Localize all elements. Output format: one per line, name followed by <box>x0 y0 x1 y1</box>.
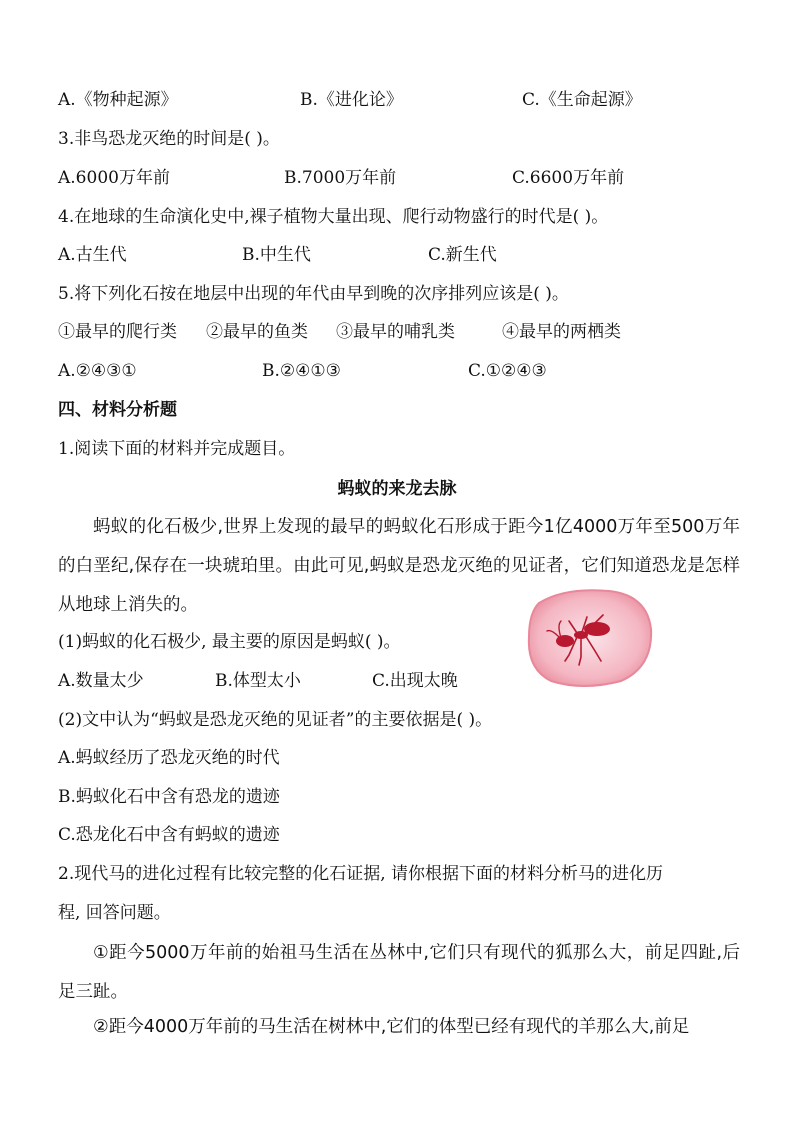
material-2-paragraph-1: ①距今5000万年前的始祖马生活在丛林中,它们只有现代的狐那么大，前足四趾,后足三趾。 <box>58 943 740 1002</box>
question-3: 3.非鸟恐龙灭绝的时间是( )。 <box>58 129 280 149</box>
passage-text: 蚂蚁的化石极少,世界上发现的最早的蚂蚁化石形成于距今1亿4000万年至500万年的白垩纪,保存在一块琥珀里。由此可见,蚂蚁是恐龙灭绝的见证者，它们知道恐龙是怎样从地球上消失的。 <box>58 517 740 615</box>
m1-q2-option-b: B.蚂蚁化石中含有恐龙的遗迹 <box>58 787 280 807</box>
m1-question-1: (1)蚂蚁的化石极少, 最主要的原因是蚂蚁( )。 <box>58 632 401 652</box>
q5-item-1: ①最早的爬行类 <box>58 322 177 342</box>
passage-title: 蚂蚁的来龙去脉 <box>337 479 457 499</box>
q3-option-c: C.6600万年前 <box>512 168 625 188</box>
q2-option-b: B.《进化论》 <box>300 90 403 110</box>
q5-option-b: B.②④①③ <box>262 361 341 381</box>
m1-q2-option-c: C.恐龙化石中含有蚂蚁的遗迹 <box>58 825 280 845</box>
material-1-intro: 1.阅读下面的材料并完成题目。 <box>58 439 296 459</box>
material-2-intro-line-2: 程, 回答问题。 <box>58 903 171 923</box>
q3-option-a: A.6000万年前 <box>58 168 170 188</box>
m1-question-2: (2)文中认为“蚂蚁是恐龙灭绝的见证者”的主要依据是( )。 <box>58 710 493 730</box>
m1-q1-option-a: A.数量太少 <box>58 671 144 691</box>
section-heading: 四、材料分析题 <box>58 400 177 420</box>
question-5: 5.将下列化石按在地层中出现的年代由早到晚的次序排列应该是( )。 <box>58 284 569 304</box>
material-2-intro-line-1: 2.现代马的进化过程有比较完整的化石证据, 请你根据下面的材料分析马的进化历 <box>58 864 664 884</box>
question-4: 4.在地球的生命演化史中,裸子植物大量出现、爬行动物盛行的时代是( )。 <box>58 207 609 227</box>
q5-item-2: ②最早的鱼类 <box>206 322 308 342</box>
q5-option-a: A.②④③① <box>58 361 137 381</box>
q2-option-a: A.《物种起源》 <box>58 90 178 110</box>
q3-option-b: B.7000万年前 <box>284 168 397 188</box>
m1-q1-option-c: C.出现太晚 <box>372 671 458 691</box>
m1-q2-option-a: A.蚂蚁经历了恐龙灭绝的时代 <box>58 748 280 768</box>
material-2-paragraph-2: ②距今4000万年前的马生活在树林中,它们的体型已经有现代的羊那么大,前足 <box>93 1017 690 1037</box>
q2-option-c: C.《生命起源》 <box>522 90 642 110</box>
q5-option-c: C.①②④③ <box>468 361 547 381</box>
amber-ant-image <box>525 585 653 688</box>
q4-option-c: C.新生代 <box>428 245 497 265</box>
q4-option-b: B.中生代 <box>242 245 311 265</box>
q4-option-a: A.古生代 <box>58 245 127 265</box>
q5-item-3: ③最早的哺乳类 <box>336 322 455 342</box>
m1-q1-option-b: B.体型太小 <box>215 671 301 691</box>
q5-item-4: ④最早的两栖类 <box>502 322 621 342</box>
